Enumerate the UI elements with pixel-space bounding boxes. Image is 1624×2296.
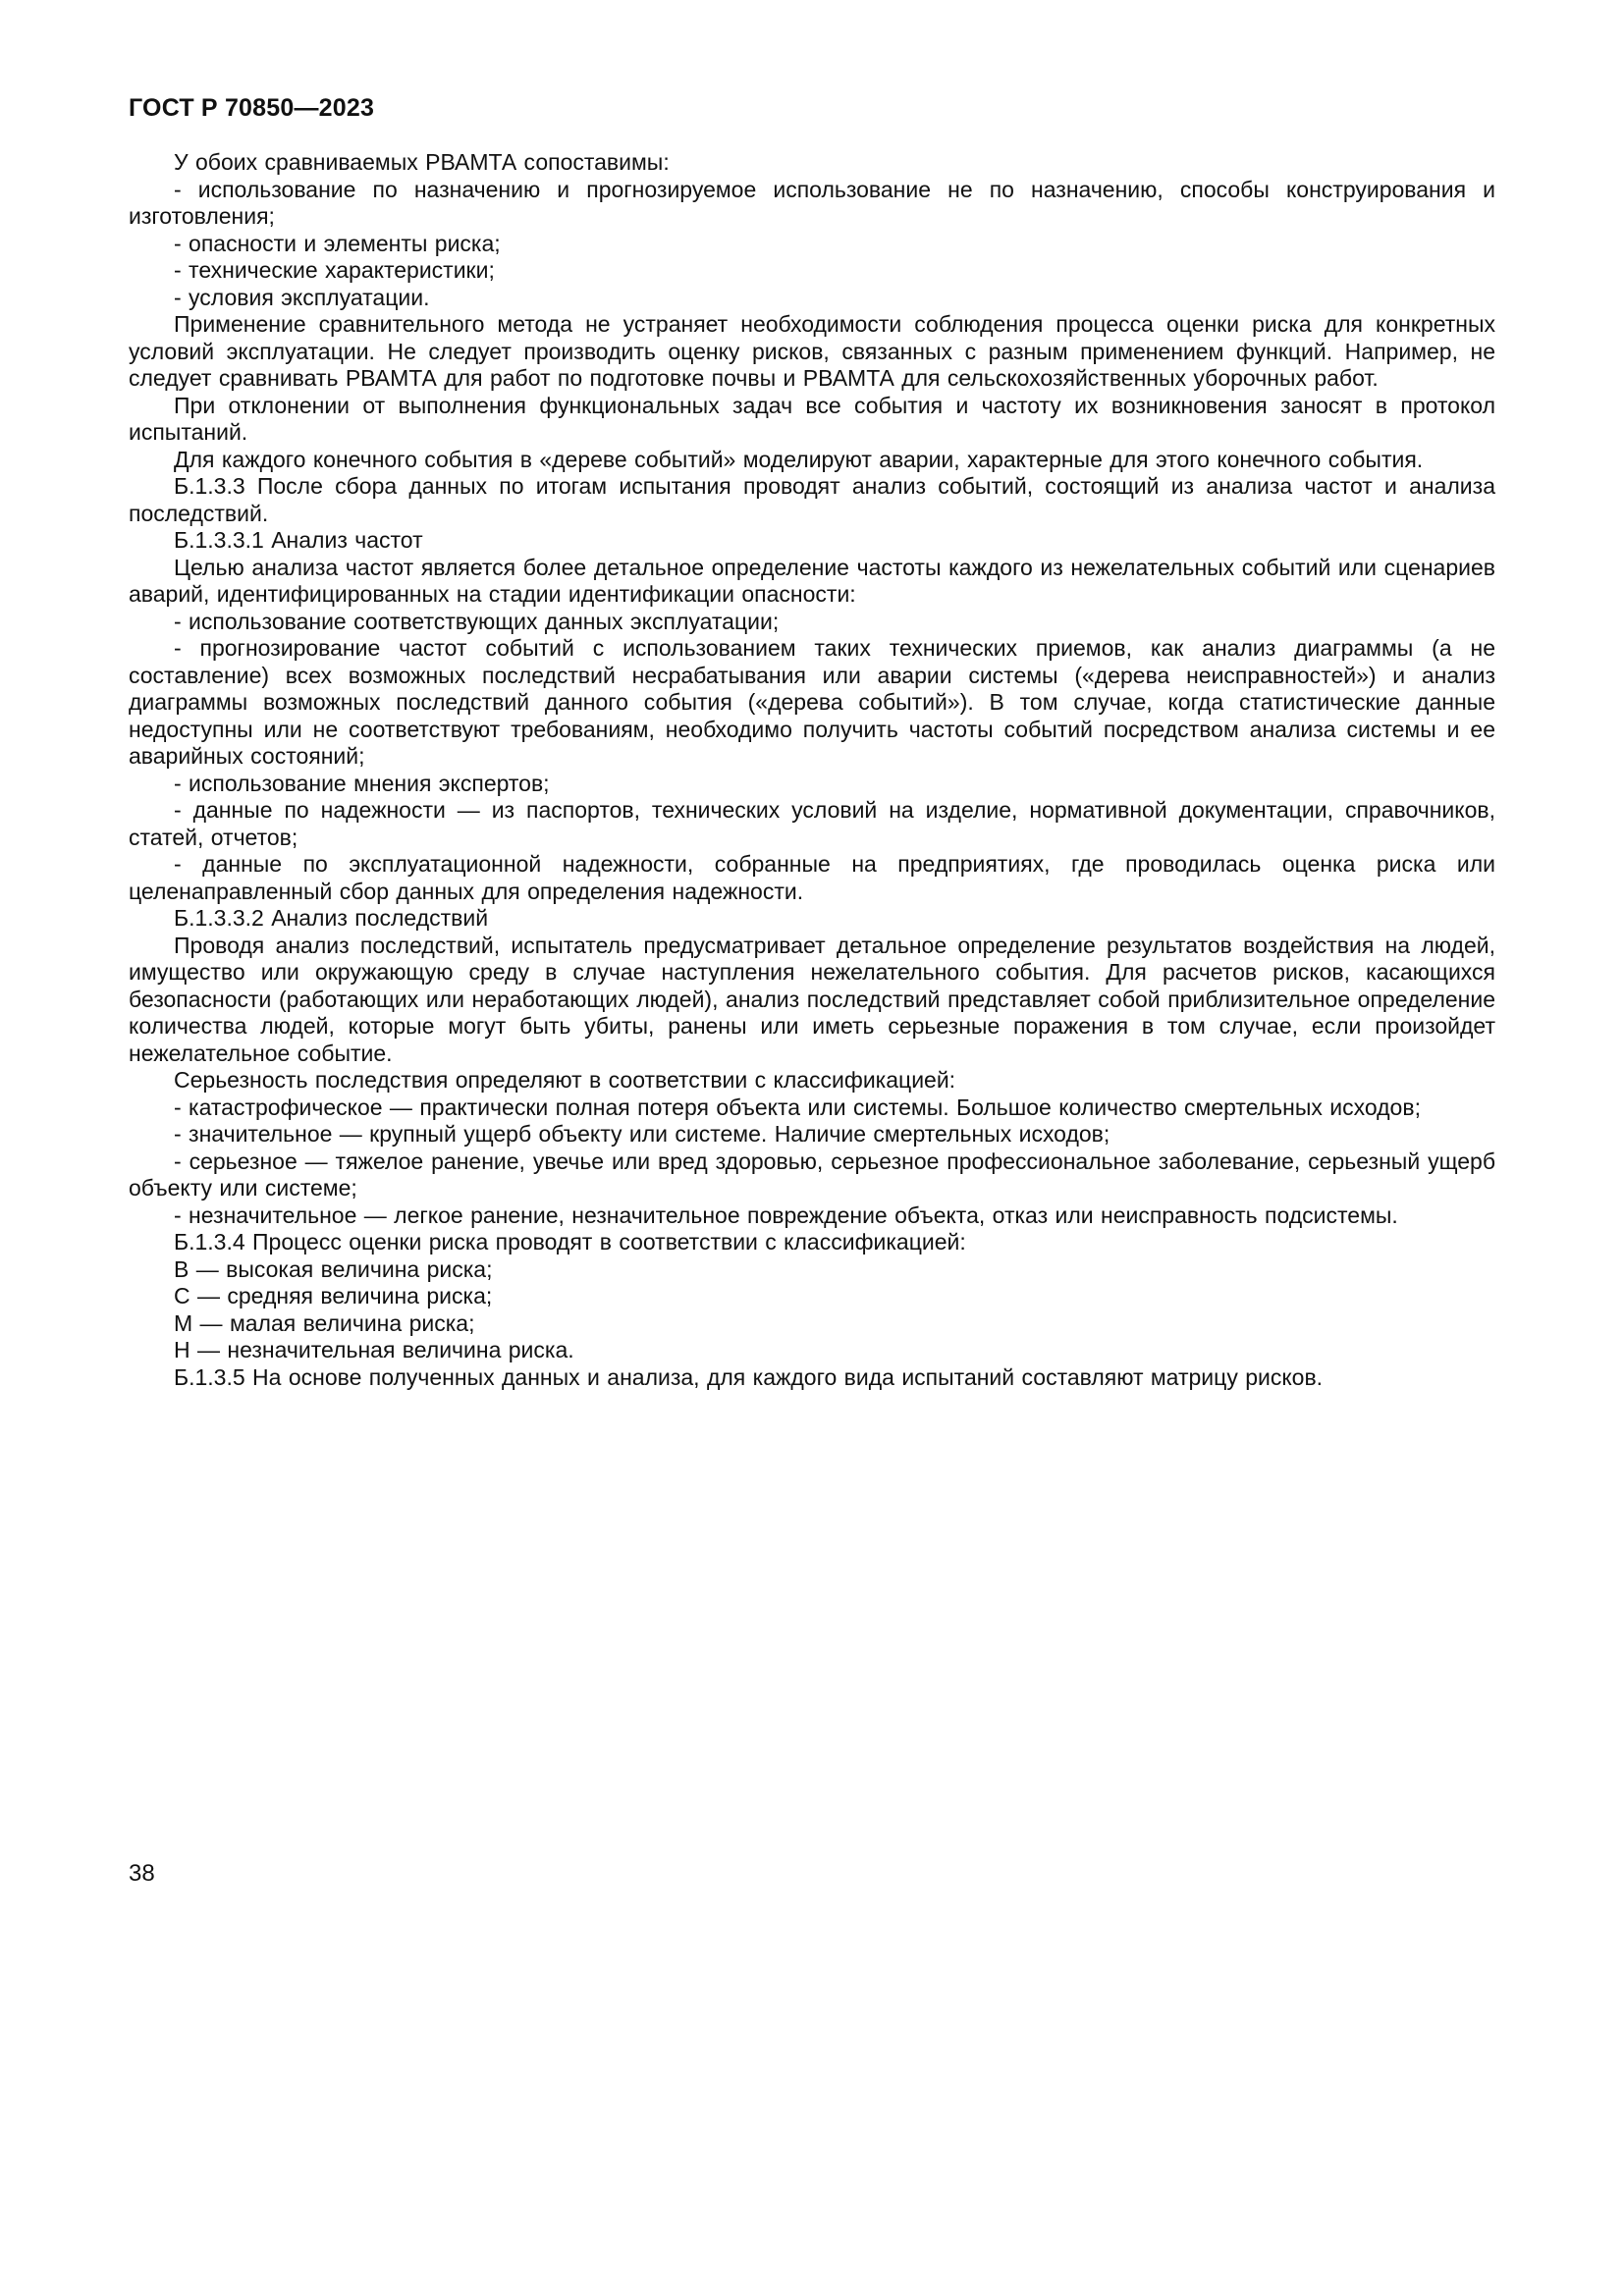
list-item-paragraph: - использование соответствующих данных эксплуатации;	[174, 608, 780, 634]
paragraph: Серьезность последствия определяют в соответствии с классификацией:	[174, 1067, 956, 1093]
paragraph: При отклонении от выполнения функциональных задач все события и частоту их возникновения заносят в протокол испытаний.	[129, 392, 1495, 445]
list-item-paragraph: - серьезное — тяжелое ранение, увечье или вред здоровью, серьезное профессиональное заболевание, серьезный ущерб объекту или системе;	[129, 1148, 1495, 1201]
paragraph: У обоих сравниваемых РВАМТА сопоставимы:	[174, 149, 670, 175]
paragraph: Применение сравнительного метода не устраняет необходимости соблюдения процесса оценки риска для конкретных условий эксплуатации. Не следует производить оценку рисков, связанных с разным применением функций. Например, не следует сравнивать РВАМТА для работ по подготовке почвы и РВАМТА для сельскохозяйственных уборочных работ.	[129, 311, 1495, 391]
paragraph: Н — незначительная величина риска.	[174, 1337, 574, 1362]
list-item-paragraph: - данные по надежности — из паспортов, технических условий на изделие, нормативной документации, справочников, статей, отчетов;	[129, 797, 1495, 850]
list-item-paragraph: - использование по назначению и прогнозируемое использование не по назначению, способы конструирования и изготовления;	[129, 176, 1495, 229]
document-code: ГОСТ Р 70850—2023	[129, 94, 375, 122]
list-item-paragraph: - незначительное — легкое ранение, незначительное повреждение объекта, отказ или неисправность подсистемы.	[174, 1201, 1398, 1228]
list-item-paragraph: - данные по эксплуатационной надежности, собранные на предприятиях, где проводилась оценка риска или целенаправленный сбор данных для определения надежности.	[129, 851, 1495, 904]
list-item-paragraph: - значительное — крупный ущерб объекту или системе. Наличие смертельных исходов;	[174, 1121, 1110, 1147]
paragraph: М — малая величина риска;	[174, 1309, 475, 1336]
clause-paragraph: Б.1.3.4 Процесс оценки риска проводят в соответствии с классификацией:	[174, 1229, 966, 1255]
page-number: 38	[129, 1860, 155, 1887]
document-body	[129, 149, 1495, 1391]
paragraph: Целью анализа частот является более детальное определение частоты каждого из нежелательных событий или сценариев аварий, идентифицированных на стадии идентификации опасности:	[129, 554, 1495, 607]
list-item-paragraph: - катастрофическое — практически полная потеря объекта или системы. Большое количество смертельных исходов;	[174, 1094, 1421, 1120]
paragraph: Для каждого конечного события в «дереве событий» моделируют аварии, характерные для этого конечного события.	[174, 446, 1424, 472]
paragraph: Проводя анализ последствий, испытатель предусматривает детальное определение результатов воздействия на людей, имущество или окружающую среду в случае наступления нежелательного события. Для расчетов рисков, касающихся безопасности (работающих или неработающих людей), анализ последствий представляет собой приблизительное определение количества людей, которые могут быть убиты, ранены или иметь серьезные поражения в том случае, если произойдет нежелательное событие.	[129, 932, 1495, 1066]
list-item-paragraph: - прогнозирование частот событий с использованием таких технических приемов, как анализ диаграммы (а не составление) всех возможных последствий несрабатывания или аварии системы («дерева неисправностей») и анализ диаграммы возможных последствий данного события («дерева событий»). В том случае, когда статистические данные недоступны или не соответствуют требованиям, необходимо получить частоты событий посредством анализа системы и ее аварийных состояний;	[129, 635, 1495, 769]
list-item-paragraph: - условия эксплуатации.	[174, 284, 430, 310]
list-item-paragraph: - технические характеристики;	[174, 257, 495, 283]
clause-heading: Б.1.3.3.1 Анализ частот	[174, 527, 423, 553]
clause-paragraph: Б.1.3.3 После сбора данных по итогам испытания проводят анализ событий, состоящий из анализа частот и анализа последствий.	[129, 473, 1495, 526]
list-item-paragraph: - опасности и элементы риска;	[174, 230, 501, 256]
paragraph: С — средняя величина риска;	[174, 1283, 493, 1308]
clause-paragraph: Б.1.3.5 На основе полученных данных и анализа, для каждого вида испытаний составляют матрицу рисков.	[174, 1363, 1324, 1390]
list-item-paragraph: - использование мнения экспертов;	[174, 770, 550, 796]
clause-heading: Б.1.3.3.2 Анализ последствий	[174, 905, 489, 931]
paragraph: В — высокая величина риска;	[174, 1255, 493, 1282]
